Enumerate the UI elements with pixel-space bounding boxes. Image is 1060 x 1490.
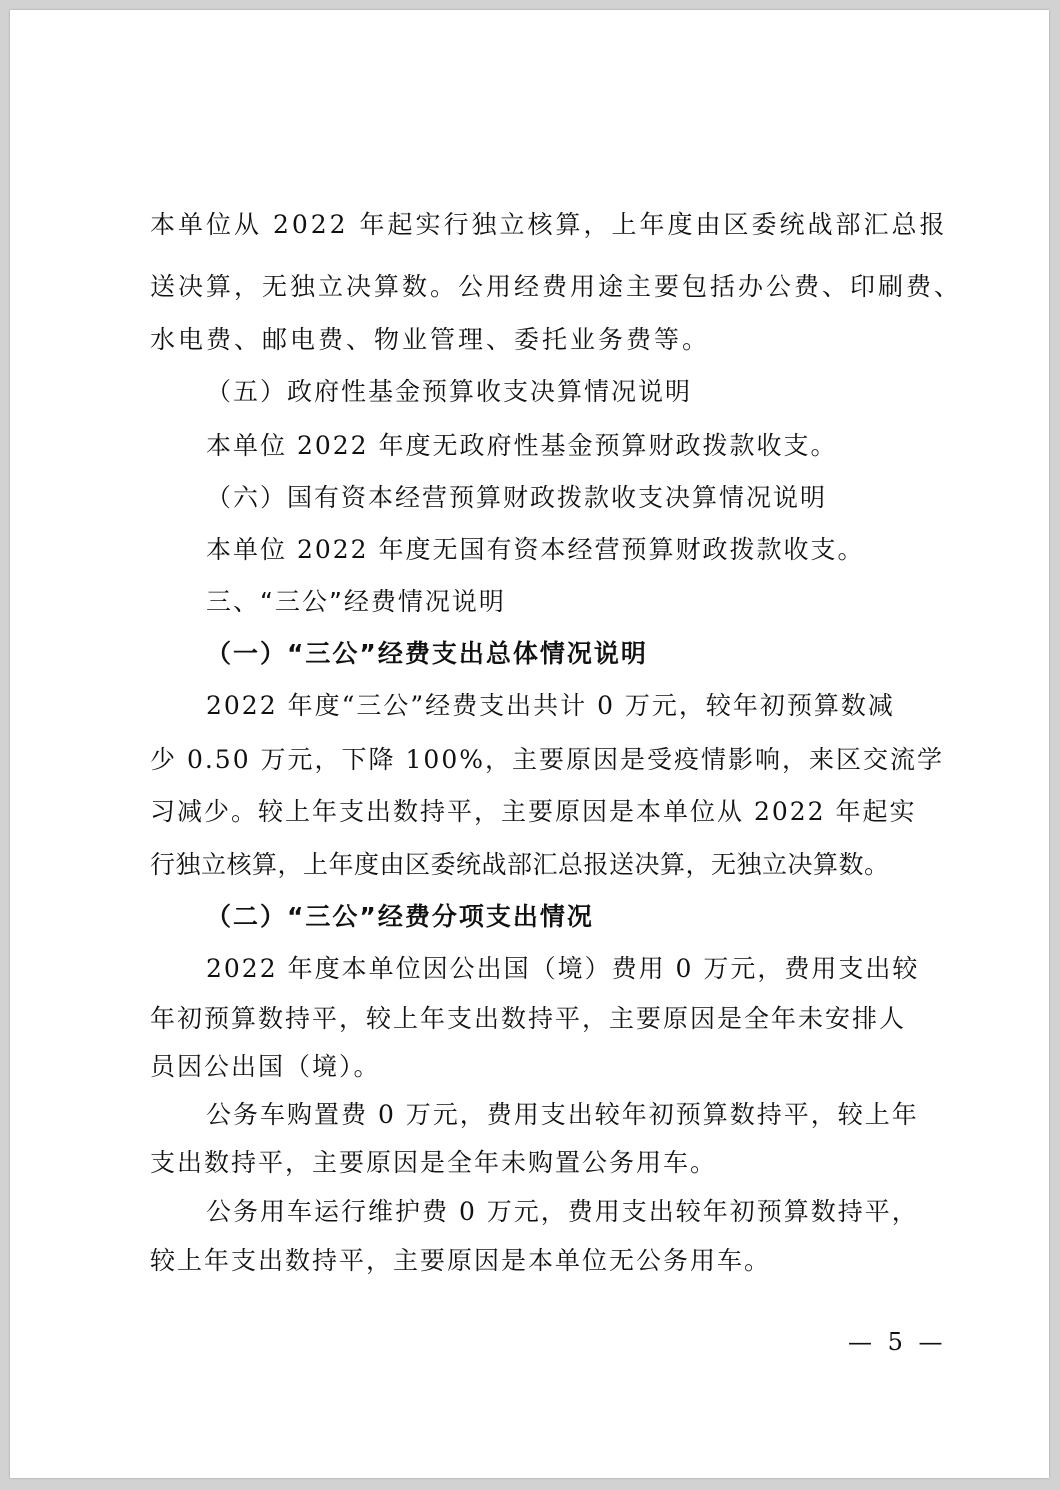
body-text-line: 本单位从 2022 年起实行独立核算，上年度由区委统战部汇总报 [150,210,948,239]
body-text-line: 水电费、邮电费、物业管理、委托业务费等。 [150,325,711,354]
chapter-heading: 三、“三公”经费情况说明 [206,587,506,616]
body-text-line: 送决算，无独立决算数。公用经费用途主要包括办公费、印刷费、 [150,272,963,301]
body-text-line: 较上年支出数持平，主要原因是本单位无公务用车。 [150,1246,772,1275]
body-text-line: 2022 年度本单位因公出国（境）费用 0 万元，费用支出较 [206,954,920,983]
section-heading: （六）国有资本经营预算财政拨款收支决算情况说明 [206,483,828,512]
document-page [10,10,1049,1478]
section-heading: （二）“三公”经费分项支出情况 [206,902,594,931]
body-text-line: 本单位 2022 年度无政府性基金预算财政拨款收支。 [206,431,838,460]
section-heading: （五）政府性基金预算收支决算情况说明 [206,377,693,406]
body-text-line: 支出数持平，主要原因是全年未购置公务用车。 [150,1148,718,1177]
body-text-line: 公务车购置费 0 万元，费用支出较年初预算数持平，较上年 [206,1100,919,1129]
body-text-line: 2022 年度“三公”经费支出共计 0 万元，较年初预算数减 [206,691,895,720]
page-number: — 5 — [848,1328,947,1356]
body-text-line: 本单位 2022 年度无国有资本经营预算财政拨款收支。 [206,535,865,564]
body-text-line: 年初预算数持平，较上年支出数持平，主要原因是全年未安排人 [150,1004,907,1033]
body-text-line: 公务用车运行维护费 0 万元，费用支出较年初预算数持平， [206,1197,919,1226]
body-text-line: 行独立核算，上年度由区委统战部汇总报送决算，无独立决算数。 [150,850,890,879]
body-text-line: 少 0.50 万元，下降 100%，主要原因是受疫情影响，来区交流学 [150,745,944,774]
section-heading: （一）“三公”经费支出总体情况说明 [206,639,648,668]
body-text-line: 习减少。较上年支出数持平，主要原因是本单位从 2022 年起实 [150,797,917,826]
body-text-line: 员因公出国（境）。 [150,1052,381,1081]
